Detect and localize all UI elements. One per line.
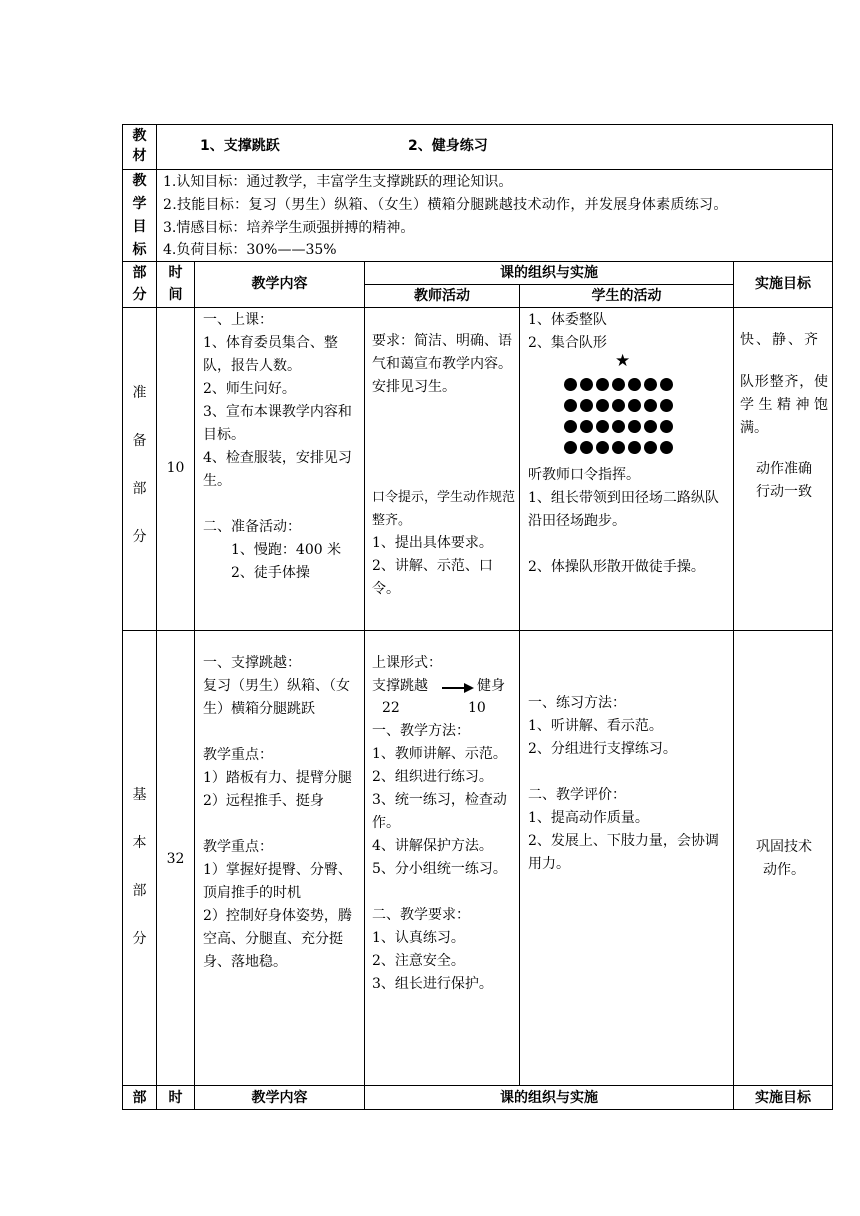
student-dot [564,441,577,454]
objective-load: 4.负荷目标：30%——35% [163,242,337,258]
student-dot [628,378,641,391]
header-student: 学生的活动 [591,288,662,304]
student-dot [628,420,641,433]
basic-student-activity: 一、练习方法： 1、听讲解、看示范。 2、分组进行支撑练习。 二、教学评价： 1、提高动作质量。 2、发展上、下肢力量，会协调用力。 [528,695,719,872]
student-dot [596,441,609,454]
rule [122,1085,833,1086]
formation-grid [562,376,686,460]
basic-goal: 巩固技术 动作。 [756,839,812,878]
footer-org: 课的组织与实施 [500,1090,598,1106]
rule [364,261,365,1109]
header-goal: 实施目标 [755,276,811,292]
student-dot [660,378,673,391]
objective-cognitive: 1.认知目标：通过教学，丰富学生支撑跳跃的理论知识。 [163,174,513,190]
student-dot [580,441,593,454]
header-teacher: 教师活动 [414,288,470,304]
student-dot [564,378,577,391]
footer-part: 部 [132,1090,147,1106]
rule [122,630,833,631]
flow-step-fitness: 健身 [477,678,505,694]
objective-skill: 2.技能目标：复习（男生）纵箱、（女生）横箱分腿跳越技术动作，并发展身体素质练习。 [163,197,728,213]
material-item-1: 1、支撑跳跃 [200,138,280,154]
rule [156,261,157,1109]
footer-content: 教学内容 [251,1090,308,1106]
student-dot [596,420,609,433]
student-dot [612,378,625,391]
prep-content: 一、上课： 1、体育委员集合、整队，报告人数。 2、师生问好。 3、宣布本课教学内容和目标。 4、检查服装，安排见习生。 二、准备活动： 1、慢跑：400 米 2、徒手体操 [203,312,352,581]
prep-student-assembly: 1、体委整队 2、集合队形 [528,312,607,351]
student-dot [628,441,641,454]
prep-teacher-explain: 1、提出具体要求。 2、讲解、示范、口令。 [372,535,493,597]
rule [519,284,520,1085]
rule [364,284,733,285]
footer-time: 时 [168,1090,183,1106]
student-dot [596,399,609,412]
rule [122,307,833,308]
basic-teacher-form: 上课形式： [372,655,442,671]
materials-label: 教 材 [132,128,147,164]
prep-teacher-commands: 口令提示，学生动作规范整齐。 [372,490,516,528]
header-part: 部 分 [132,265,147,303]
rule [156,124,157,261]
basic-teacher-methods: 一、教学方法： 1、教师讲解、示范。 2、组织进行练习。 3、统一练习，检查动作。 4、讲解保护方法。 5、分小组统一练习。 二、教学要求： 1、认真练习。 2、注意安全。 3、组长进行保护。 [372,723,507,992]
student-dot [644,441,657,454]
student-dot [628,399,641,412]
rule [194,261,195,1109]
student-dot [660,399,673,412]
objective-affective: 3.情感目标：培养学生顽强拼搏的精神。 [163,220,415,236]
prep-part-label: 准 备 部 分 [132,385,147,545]
basic-part-label: 基 本 部 分 [132,787,147,947]
student-dot [660,441,673,454]
flow-minutes-vault: 22 [382,700,400,716]
prep-goal-quick: 快、静、齐 [740,332,820,348]
student-dot [564,399,577,412]
basic-content: 一、支撑跳越： 复习（男生）纵箱、（女生）横箱分腿跳跃 教学重点： 1）踏板有力、提臂分腿 2）远程推手、挺身 教学重点： 1）掌握好提臀、分臀、顶肩推手的时机 2）控制好身体姿势，腾空高、分腿直、充分挺身、落地稳。 [203,655,352,970]
student-dot [612,420,625,433]
material-item-2: 2、健身练习 [408,138,488,154]
header-content: 教学内容 [251,276,308,292]
student-dot [580,399,593,412]
student-dot [644,378,657,391]
rule [832,124,833,1109]
leader-star-icon: ★ [615,351,631,371]
footer-goal: 实施目标 [755,1090,811,1106]
arrow-right-icon [442,683,474,693]
prep-time: 10 [166,460,185,476]
header-time: 时 间 [168,265,183,303]
student-dot [612,441,625,454]
student-dot [644,399,657,412]
rule [733,261,734,1109]
student-dot [596,378,609,391]
rule [122,169,833,170]
student-dot [564,420,577,433]
student-dot [580,378,593,391]
objectives-label: 教 学 目 标 [132,173,147,258]
header-org: 课的组织与实施 [500,265,598,281]
prep-goal-formation: 队形整齐，使学生精神饱满。 [740,374,828,436]
rule [122,124,833,125]
student-dot [660,420,673,433]
flow-step-vault: 支撑跳越 [372,678,428,694]
rule [122,1109,833,1110]
prep-student-activity: 听教师口令指挥。 1、组长带领到田径场二路纵队沿田径场跑步。 2、体操队形散开做徒手操。 [528,467,719,575]
prep-goal-action: 动作准确 行动一致 [756,461,812,500]
prep-teacher-requirements: 要求：简洁、明确、语气和蔼宣布教学内容。 安排见习生。 [372,333,512,395]
flow-minutes-fitness: 10 [468,700,486,716]
student-dot [612,399,625,412]
basic-time: 32 [166,851,185,867]
student-dot [644,420,657,433]
student-dot [580,420,593,433]
